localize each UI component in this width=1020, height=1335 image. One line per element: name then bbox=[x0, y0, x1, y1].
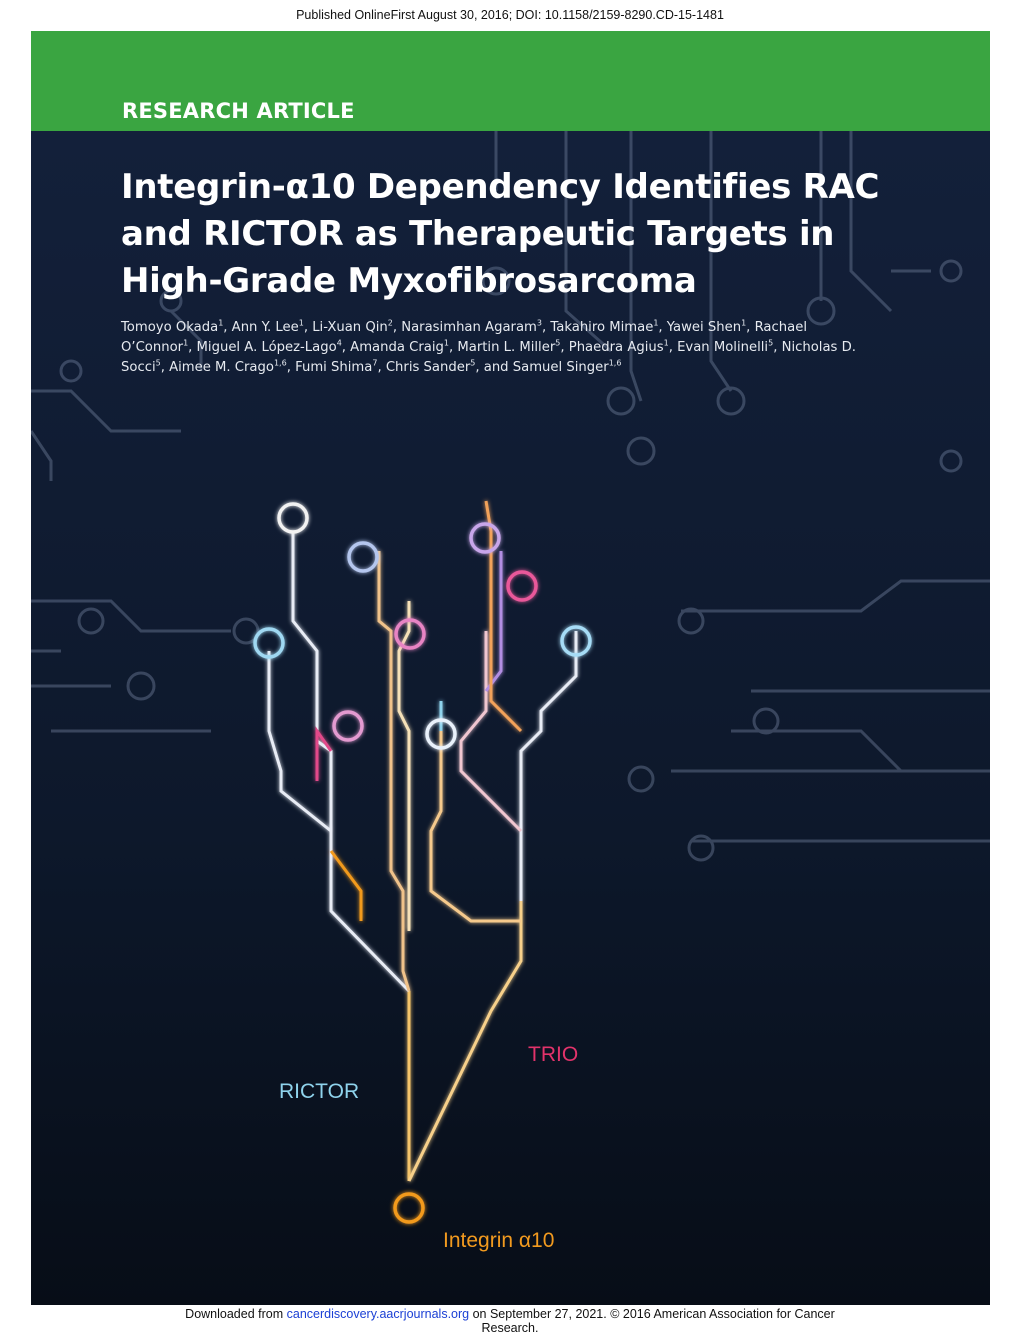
journal-link[interactable]: cancerdiscovery.aacrjournals.org bbox=[286, 1307, 470, 1321]
circuit-tree-illustration bbox=[31, 131, 990, 1305]
author-affiliation: 7 bbox=[372, 358, 378, 368]
author-name: Phaedra Agius$^1$ bbox=[568, 338, 669, 355]
download-note-line2: Research. bbox=[481, 1321, 539, 1335]
author-affiliation: 3 bbox=[536, 318, 542, 328]
author-affiliation: 1 bbox=[183, 338, 189, 348]
download-prefix: Downloaded from bbox=[185, 1307, 287, 1321]
article-type-label: RESEARCH ARTICLE bbox=[122, 99, 355, 123]
author-name: Fumi Shima$^7$ bbox=[295, 358, 378, 375]
author-name: Li-Xuan Qin$^2$ bbox=[312, 318, 393, 335]
author-name: Martin L. Miller$^5$ bbox=[457, 338, 561, 355]
author-affiliation: 5 bbox=[768, 338, 774, 348]
integrin-label: Integrin α10 bbox=[443, 1229, 555, 1252]
author-affiliation: 2 bbox=[387, 318, 393, 328]
doi-note: Published OnlineFirst August 30, 2016; DOI: 10.1158/2159-8290.CD-15-1481 bbox=[296, 8, 724, 22]
article-type-banner bbox=[31, 31, 990, 131]
author-affiliation: 1,6 bbox=[273, 358, 287, 368]
download-suffix: on September 27, 2021. © 2016 American Association for Cancer bbox=[469, 1307, 835, 1321]
author-affiliation: 1 bbox=[663, 338, 669, 348]
author-name: Yawei Shen$^1$ bbox=[666, 318, 747, 335]
author-name: Miguel A. López-Lago$^4$ bbox=[196, 338, 342, 355]
author-list: Tomoyo Okada$^1$, Ann Y. Lee$^1$, Li-Xuan Qin$^2$, Narasimhan Agaram$^3$, Takahiro Mimae$^1$, Yawei Shen$^1$, Rachael O’Connor$^1$, Miguel A. López-Lago$^4$, Amanda Craig$^1$, Martin L. Miller$^5$, Phaedra Agius$^1$, Evan Molinelli$^5$, Nicholas D. Socci$^5$, Aimee M. Crago$^{1,6}$, Fumi Shima$^7$, Chris Sander$^5$, and Samuel Singer$^{1,6}$ bbox=[121, 318, 856, 375]
author-affiliation: 1 bbox=[218, 318, 224, 328]
author-name: Ann Y. Lee$^1$ bbox=[231, 318, 304, 335]
author-affiliation: 1 bbox=[443, 338, 449, 348]
cover-page bbox=[31, 31, 990, 1305]
author-name: Samuel Singer$^{1,6}$ bbox=[512, 358, 622, 375]
author-affiliation: 5 bbox=[155, 358, 161, 368]
author-name: Evan Molinelli$^5$ bbox=[677, 338, 774, 355]
download-note bbox=[0, 1307, 1020, 1335]
author-affiliation: 5 bbox=[555, 338, 561, 348]
author-affiliation: 5 bbox=[470, 358, 476, 368]
author-name: Chris Sander$^5$ bbox=[385, 358, 476, 375]
author-name: Rachael O’Connor$^1$ bbox=[121, 320, 807, 355]
rictor-label: RICTOR bbox=[279, 1080, 360, 1103]
author-name: Nicholas D. Socci$^5$ bbox=[121, 340, 856, 375]
trio-label: TRIO bbox=[528, 1043, 579, 1066]
author-name: Takahiro Mimae$^1$ bbox=[550, 318, 659, 335]
article-title: Integrin-α10 Dependency Identifies RAC and RICTOR as Therapeutic Targets in High-Grade Myxofibrosarcoma bbox=[121, 167, 880, 301]
author-name: Narasimhan Agaram$^3$ bbox=[401, 318, 542, 335]
author-name: Amanda Craig$^1$ bbox=[350, 338, 449, 355]
author-affiliation: 4 bbox=[336, 338, 342, 348]
author-name: Aimee M. Crago$^{1,6}$ bbox=[169, 358, 287, 375]
author-affiliation: 1 bbox=[653, 318, 659, 328]
author-affiliation: 1 bbox=[741, 318, 747, 328]
author-affiliation: 1 bbox=[298, 318, 304, 328]
author-name: Tomoyo Okada$^1$ bbox=[121, 318, 224, 335]
author-affiliation: 1,6 bbox=[608, 358, 622, 368]
